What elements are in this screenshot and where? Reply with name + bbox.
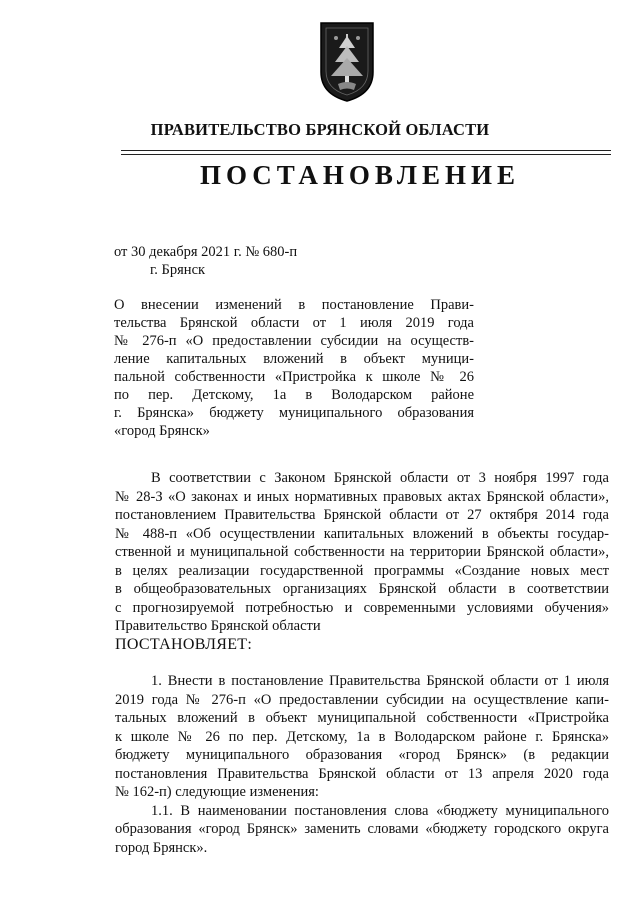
item11-line: образования «город Брянск» заменить словами «бюджету городского округа <box>115 821 609 837</box>
item1-line: 1. Внести в постановление Правительства Брянской области от 1 июля <box>151 673 609 689</box>
header-divider <box>121 150 611 151</box>
preamble-line: Правительство Брянской области <box>115 618 321 634</box>
subject-line: О внесении изменений в постановление Прави- <box>114 297 474 313</box>
subject-line: № 276-п «О предоставлении субсидии на осуществ- <box>114 333 474 349</box>
item1-line: постановления Правительства Брянской области от 13 апреля 2020 года <box>115 765 609 782</box>
preamble-line: № 488-п «Об осуществлении капитальных вложений в объекты государ- <box>115 525 609 542</box>
preamble-line: № 28-З «О законах и иных нормативных правовых актах Брянской области», <box>115 488 609 505</box>
subject-line: тельства Брянской области от 1 июля 2019 года <box>114 315 474 331</box>
preamble-line: ственной и муниципальной собственности на территории Брянской области», <box>115 544 609 560</box>
preamble-line: с прогнозируемой потребностью и современными условиями обучения» <box>115 599 609 616</box>
subject-line: по пер. Детскому, 1а в Володарском районе <box>114 387 474 403</box>
document-body <box>115 469 609 857</box>
spacer <box>115 654 609 672</box>
coat-of-arms-emblem <box>318 20 376 104</box>
document-type-title: ПОСТАНОВЛЕНИЕ <box>199 160 521 190</box>
preamble-line: постановлением Правительства Брянской области от 27 октября 2014 года <box>115 507 609 523</box>
preamble-line: В соответствии с Законом Брянской области от 3 ноября 1997 года <box>151 470 609 486</box>
subject-line: «город Брянск» <box>114 423 210 439</box>
item1-line: к школе № 26 по пер. Детскому, 1а в Володарском районе г. Брянска» <box>115 728 609 745</box>
item1-line: 2019 года № 276-п «О предоставлении субсидии на осуществление капи- <box>115 691 609 708</box>
preamble-line: в целях реализации государственной программы «Создание новых мест <box>115 562 609 579</box>
organization-name: ПРАВИТЕЛЬСТВО БРЯНСКОЙ ОБЛАСТИ <box>150 120 490 139</box>
subject-line: пальной собственности «Пристройка к школе № 26 <box>114 369 474 385</box>
document-city: г. Брянск <box>150 262 206 278</box>
subject-line: г. Брянска» бюджету муниципального образования <box>114 405 474 421</box>
preamble-line: в общеобразовательных организациях Брянской области в соответствии <box>115 581 609 597</box>
item1-line: бюджету муниципального образования «город Брянск» (в редакции <box>115 747 609 763</box>
item1-line: тальных вложений в объект муниципальной собственности «Пристройка <box>115 710 609 726</box>
item1-line: № 162-п) следующие изменения: <box>115 784 319 800</box>
item11-line: 1.1. В наименовании постановления слова «бюджету муниципального <box>151 802 609 819</box>
item11-line: город Брянск». <box>115 839 208 856</box>
subject-line: ление капитальных вложений в объект муници- <box>114 351 474 367</box>
document-subject <box>114 296 474 440</box>
decree-word: ПОСТАНОВЛЯЕТ: <box>115 635 253 653</box>
header-divider-thin <box>121 154 611 155</box>
document-date-number: от 30 декабря 2021 г. № 680-п <box>114 244 298 260</box>
